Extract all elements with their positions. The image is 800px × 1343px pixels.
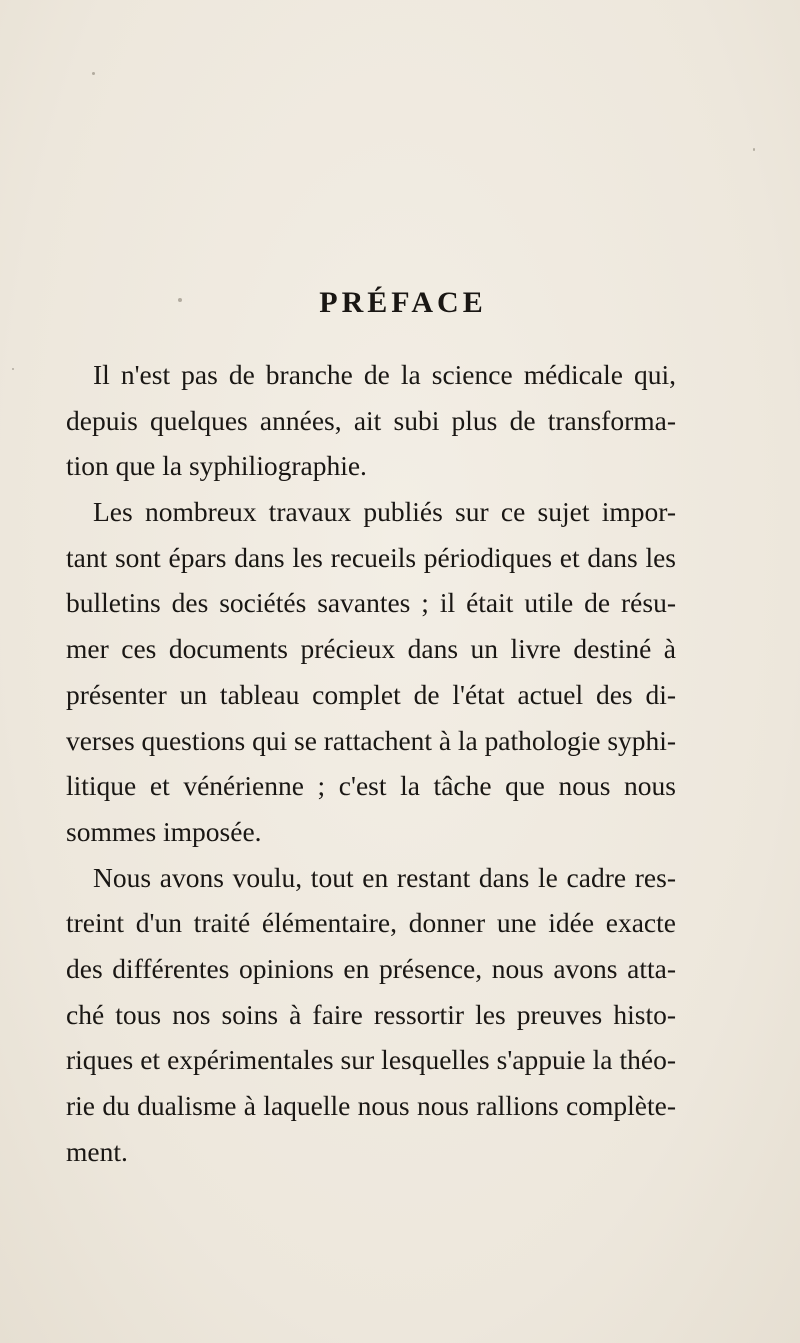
text-line: présenter un tableau complet de l'état actuel des di- bbox=[66, 678, 676, 710]
page-title: PRÉFACE bbox=[319, 286, 487, 319]
text-line: treint d'un traité élémentaire, donner une idée exacte bbox=[66, 907, 676, 939]
text-line: Les nombreux travaux publiés sur ce sujet impor- bbox=[93, 496, 676, 528]
text-line: des différentes opinions en présence, nous avons atta- bbox=[66, 952, 676, 984]
paper-speck bbox=[753, 148, 755, 151]
paper-speck bbox=[12, 368, 14, 370]
paper-speck bbox=[92, 72, 95, 75]
paragraph bbox=[66, 352, 676, 489]
text-line: sommes imposée. bbox=[66, 815, 262, 847]
preface-body bbox=[66, 352, 676, 1174]
text-line: Nous avons voulu, tout en restant dans le cadre res- bbox=[93, 861, 676, 893]
text-line: litique et vénérienne ; c'est la tâche que nous nous bbox=[66, 770, 676, 802]
paragraph bbox=[66, 855, 676, 1175]
text-line: depuis quelques années, ait subi plus de transforma- bbox=[66, 404, 676, 436]
text-line: ché tous nos soins à faire ressortir les preuves histo- bbox=[66, 998, 676, 1030]
paragraph bbox=[66, 489, 676, 855]
text-line: tion que la syphiliographie. bbox=[66, 450, 367, 482]
text-line: verses questions qui se rattachent à la pathologie syphi- bbox=[66, 724, 676, 756]
text-line: riques et expérimentales sur lesquelles s'appuie la théo- bbox=[66, 1044, 676, 1076]
text-line: rie du dualisme à laquelle nous nous rallions complète- bbox=[66, 1090, 676, 1121]
text-line: tant sont épars dans les recueils périodiques et dans les bbox=[66, 541, 676, 573]
text-line: Il n'est pas de branche de la science médicale qui, bbox=[93, 359, 676, 390]
text-line: mer ces documents précieux dans un livre destiné à bbox=[66, 633, 676, 665]
text-line: bulletins des sociétés savantes ; il était utile de résu- bbox=[66, 587, 676, 619]
text-line: ment. bbox=[66, 1135, 128, 1167]
